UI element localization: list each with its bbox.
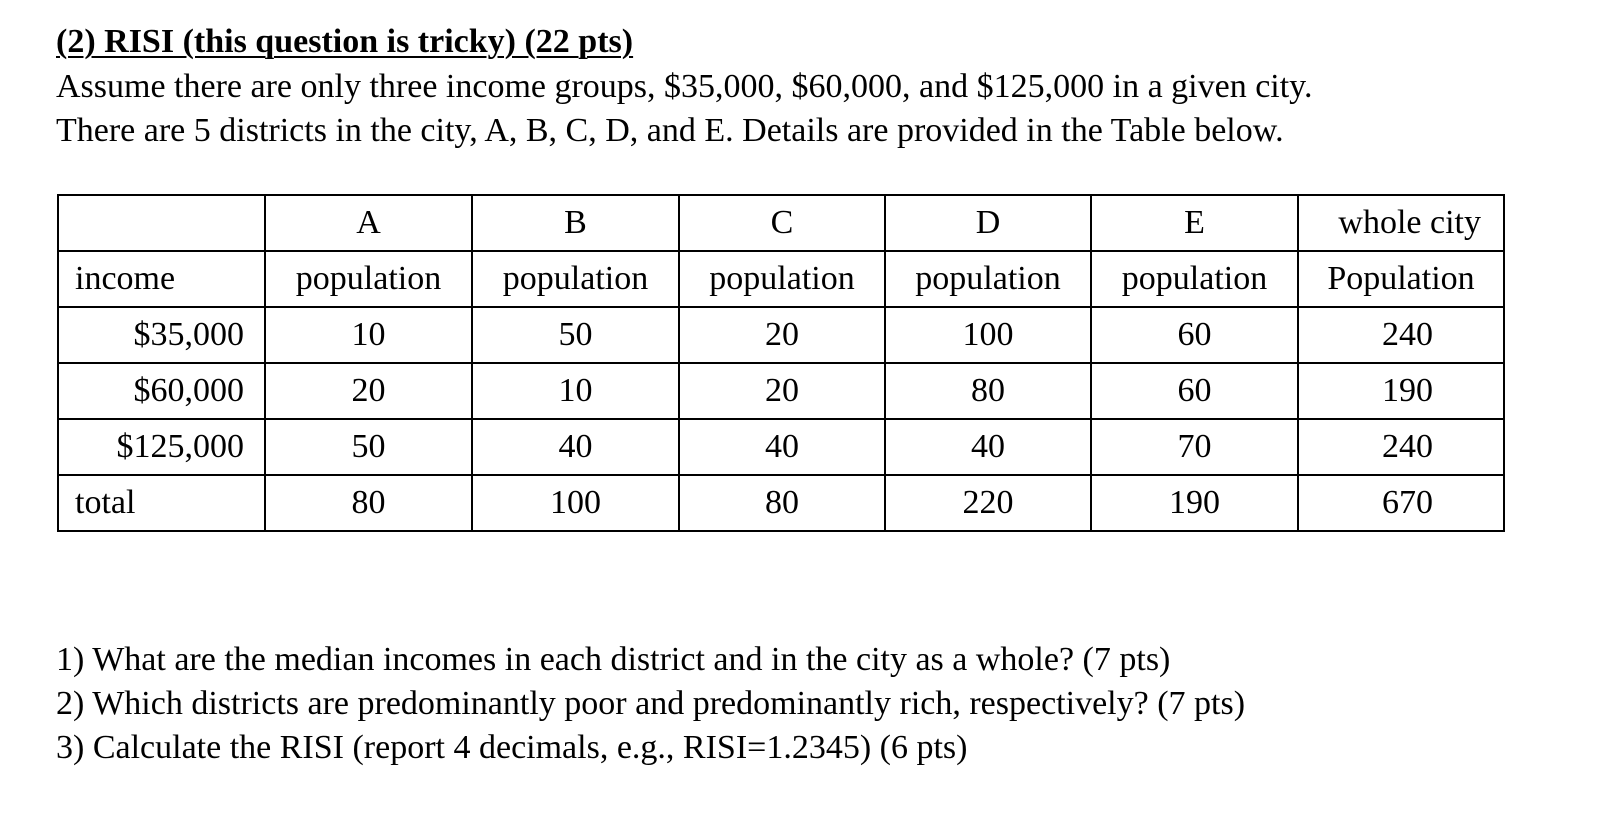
table-cell: 20 [265, 363, 472, 419]
district-header-a: A [265, 195, 472, 251]
table-cell: 240 [1298, 307, 1504, 363]
corner-cell [58, 195, 265, 251]
table-cell: 50 [472, 307, 679, 363]
table-cell: 50 [265, 419, 472, 475]
question-heading: (2) RISI (this question is tricky) (22 pts) [56, 23, 634, 60]
total-row [58, 475, 1504, 531]
total-cell: 190 [1091, 475, 1298, 531]
income-population-table [57, 194, 1505, 532]
district-header-whole-city: whole city [1298, 195, 1504, 251]
table-cell: 70 [1091, 419, 1298, 475]
population-header: Population [1298, 251, 1504, 307]
population-header: population [472, 251, 679, 307]
district-header-b: B [472, 195, 679, 251]
total-cell: 220 [885, 475, 1091, 531]
table-cell: 10 [265, 307, 472, 363]
table-cell: 40 [885, 419, 1091, 475]
district-header-row [58, 195, 1504, 251]
district-header-c: C [679, 195, 885, 251]
table-row [58, 363, 1504, 419]
question-1: 1) What are the median incomes in each district and in the city as a whole? (7 pts) [56, 641, 1171, 678]
intro-line-2: There are 5 districts in the city, A, B, C, D, and E. Details are provided in the Table below. [56, 112, 1284, 149]
table-cell: 60 [1091, 363, 1298, 419]
table-cell: 190 [1298, 363, 1504, 419]
income-level: $125,000 [58, 419, 265, 475]
population-header: population [265, 251, 472, 307]
population-header: population [679, 251, 885, 307]
total-label: total [58, 475, 265, 531]
table-row [58, 307, 1504, 363]
table-cell: 40 [472, 419, 679, 475]
intro-line-1: Assume there are only three income groups, $35,000, $60,000, and $125,000 in a given city. [56, 68, 1313, 105]
table-cell: 60 [1091, 307, 1298, 363]
total-cell: 80 [265, 475, 472, 531]
income-label: income [58, 251, 265, 307]
table-cell: 10 [472, 363, 679, 419]
total-cell: 80 [679, 475, 885, 531]
question-2: 2) Which districts are predominantly poor and predominantly rich, respectively? (7 pts) [56, 685, 1246, 722]
income-level: $35,000 [58, 307, 265, 363]
table-cell: 100 [885, 307, 1091, 363]
table-row [58, 419, 1504, 475]
subheader-row [58, 251, 1504, 307]
district-header-e: E [1091, 195, 1298, 251]
population-header: population [1091, 251, 1298, 307]
total-cell: 670 [1298, 475, 1504, 531]
table-cell: 20 [679, 363, 885, 419]
total-cell: 100 [472, 475, 679, 531]
table-cell: 20 [679, 307, 885, 363]
question-3: 3) Calculate the RISI (report 4 decimals, e.g., RISI=1.2345) (6 pts) [56, 729, 968, 766]
income-level: $60,000 [58, 363, 265, 419]
population-header: population [885, 251, 1091, 307]
table-cell: 240 [1298, 419, 1504, 475]
table-cell: 80 [885, 363, 1091, 419]
table-cell: 40 [679, 419, 885, 475]
district-header-d: D [885, 195, 1091, 251]
